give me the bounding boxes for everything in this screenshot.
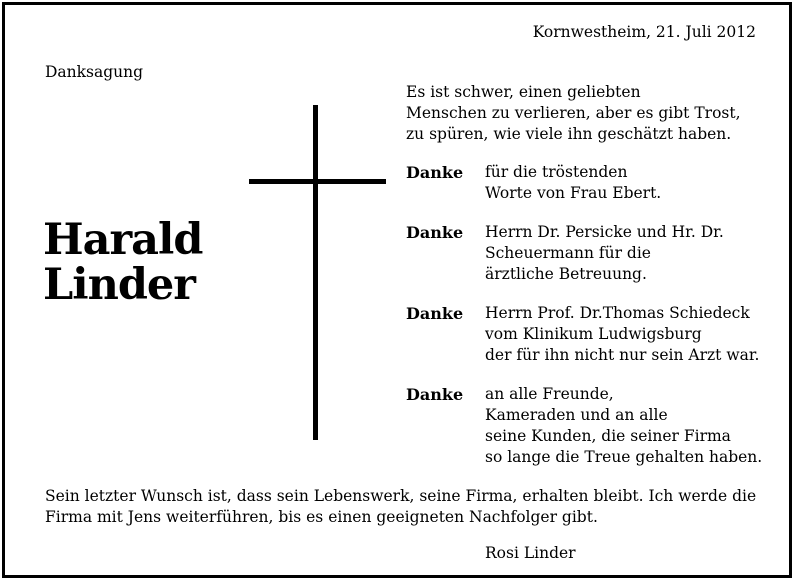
signature: Rosi Linder: [485, 544, 576, 562]
thanks-line: der für ihn nicht nur sein Arzt war.: [485, 346, 760, 364]
thanks-label: Danke: [406, 223, 464, 242]
obituary-notice: [2, 2, 792, 578]
thanks-line: Scheuermann für die: [485, 244, 651, 262]
intro-text: [406, 82, 741, 145]
thanks-text: [485, 222, 724, 285]
thanks-line: Worte von Frau Ebert.: [485, 184, 662, 202]
thanks-label: Danke: [406, 385, 464, 404]
thanks-line: Herrn Prof. Dr.Thomas Schiedeck: [485, 304, 750, 322]
heading: Danksagung: [45, 63, 144, 81]
thanks-line: Herrn Dr. Persicke und Hr. Dr.: [485, 223, 724, 241]
first-name: Harald: [43, 215, 203, 265]
intro-line: Es ist schwer, einen geliebten: [406, 83, 641, 101]
deceased-name: [43, 215, 203, 310]
thanks-line: für die tröstenden: [485, 163, 628, 181]
intro-line: zu spüren, wie viele ihn geschätzt haben.: [406, 125, 732, 143]
closing-line: Sein letzter Wunsch ist, dass sein Lebenswerk, seine Firma, erhalten bleibt. Ich werde die: [45, 487, 757, 505]
thanks-text: [485, 303, 759, 366]
thanks-line: seine Kunden, die seiner Firma: [485, 427, 731, 445]
thanks-line: an alle Freunde,: [485, 385, 614, 403]
closing-line: Firma mit Jens weiterführen, bis es einen geeigneten Nachfolger gibt.: [45, 508, 598, 526]
intro-line: Menschen zu verlieren, aber es gibt Trost,: [406, 104, 741, 122]
thanks-line: vom Klinikum Ludwigsburg: [485, 325, 702, 343]
cross-icon-horizontal: [249, 179, 386, 184]
thanks-line: so lange die Treue gehalten haben.: [485, 448, 763, 466]
thanks-line: Kameraden und an alle: [485, 406, 668, 424]
last-name: Linder: [43, 260, 195, 310]
cross-icon-vertical: [313, 105, 318, 440]
thanks-line: ärztliche Betreuung.: [485, 265, 647, 283]
date-line: Kornwestheim, 21. Juli 2012: [532, 23, 756, 41]
thanks-label: Danke: [406, 163, 464, 182]
thanks-label: Danke: [406, 304, 464, 323]
thanks-text: [485, 162, 661, 204]
closing-text: [45, 486, 756, 528]
thanks-text: [485, 384, 762, 468]
